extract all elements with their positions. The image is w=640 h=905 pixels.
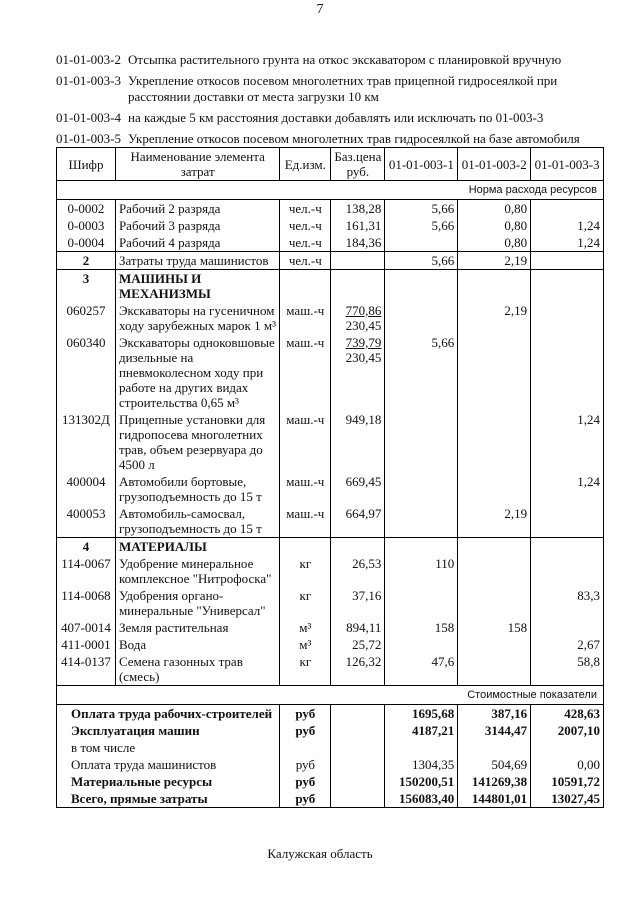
cell-name: Автомобиль-самосвал, грузоподъемность до 15 т [115,505,279,538]
band-label: Норма расхода ресурсов [57,181,604,200]
cell-unit: чел.-ч [280,234,331,252]
total-col-1: 150200,51 [385,773,458,790]
cell-name: Земля растительная [115,619,279,636]
total-row [57,705,604,723]
total-unit [280,739,331,756]
price-value: 37,16 [352,588,382,603]
cell-code: 060257 [57,302,116,334]
cell-col-2: 2,19 [458,252,531,270]
cell-col-1: 5,66 [385,217,458,234]
cell-col-2 [458,555,531,587]
materials-section-row [57,538,604,556]
empty-cell [531,270,604,303]
worker-row [57,234,604,252]
total-col-3: 10591,72 [531,773,604,790]
band-norms [57,181,604,200]
cell-col-3 [531,200,604,218]
price-value: 230,45 [345,318,382,333]
total-col-2: 387,16 [458,705,531,723]
price-value: 161,31 [345,218,382,233]
work-item-text: Укрепление откосов посевом многолетних трав прицепной гидросеялкой при расстоянии доставки от места загрузки 10 км [128,73,558,104]
total-col-3: 13027,45 [531,790,604,808]
work-item [56,110,596,126]
resource-table [56,147,604,808]
table-header-row [57,148,604,181]
cell-code: 407-0014 [57,619,116,636]
cell-price [331,200,385,218]
cell-code: 114-0068 [57,587,116,619]
cell-price [331,411,385,473]
work-item-text: Укрепление откосов посевом многолетних трав гидросеялкой на базе автомобиля [128,131,580,146]
total-row [57,739,604,756]
empty-cell [385,270,458,303]
price-alt: 770,86 [345,303,382,318]
cell-col-2 [458,334,531,411]
cell-unit: чел.-ч [280,252,331,270]
total-row [57,773,604,790]
cell-price [331,302,385,334]
cell-unit: маш.-ч [280,473,331,505]
work-item-code: 01-01-003-5 [56,131,121,146]
cell-col-2: 0,80 [458,200,531,218]
cell-code: 0-0003 [57,217,116,234]
cell-name: Автомобили бортовые, грузоподъемность до 15 т [115,473,279,505]
cell-unit: маш.-ч [280,302,331,334]
material-row [57,555,604,587]
machinists-row [57,252,604,270]
cell-price [331,653,385,686]
empty-cell [331,773,385,790]
section-title: МАТЕРИАЛЫ [115,538,279,556]
price-value: 126,32 [345,654,382,669]
cell-price [331,217,385,234]
cell-code: 411-0001 [57,636,116,653]
total-col-1: 4187,21 [385,722,458,739]
cell-col-1: 5,66 [385,252,458,270]
total-col-2: 504,69 [458,756,531,773]
cell-col-2 [458,473,531,505]
cell-name: Затраты труда машинистов [115,252,279,270]
cell-col-3 [531,302,604,334]
cell-col-3 [531,334,604,411]
cell-name: Удобрение минеральное комплексное "Нитрофоска" [115,555,279,587]
total-name: Материальные ресурсы [57,773,280,790]
cell-unit: м³ [280,619,331,636]
cell-code: 060340 [57,334,116,411]
cell-code: 114-0067 [57,555,116,587]
work-items-list [56,52,596,152]
cell-price [331,252,385,270]
section-number: 3 [57,270,116,303]
price-value: 949,18 [345,412,382,427]
empty-cell [331,270,385,303]
work-item-code: 01-01-003-4 [56,110,121,125]
total-name: в том числе [57,739,280,756]
empty-cell [458,538,531,556]
material-row [57,587,604,619]
header-unit: Ед.изм. [280,148,331,181]
total-col-2: 144801,01 [458,790,531,808]
work-item-code: 01-01-003-2 [56,52,121,67]
total-unit: руб [280,722,331,739]
cell-price [331,636,385,653]
cell-col-3: 1,24 [531,234,604,252]
band-costs [57,686,604,705]
price-value: 26,53 [352,556,382,571]
empty-cell [331,756,385,773]
cell-price [331,555,385,587]
cell-col-2 [458,587,531,619]
footer-region: Калужская область [267,846,373,861]
cell-col-2 [458,411,531,473]
header-col-3: 01-01-003-3 [531,148,604,181]
total-row [57,722,604,739]
total-name: Эксплуатация машин [57,722,280,739]
total-col-1: 1304,35 [385,756,458,773]
machine-row [57,334,604,411]
cell-col-1: 158 [385,619,458,636]
total-unit: руб [280,773,331,790]
header-name: Наименование элемента затрат [115,148,279,181]
machine-row [57,302,604,334]
price-alt: 739,79 [345,335,382,350]
cell-col-3 [531,252,604,270]
cell-col-3: 1,24 [531,411,604,473]
page-number: 7 [316,2,324,17]
empty-cell [331,705,385,723]
empty-cell [331,538,385,556]
cell-col-1 [385,302,458,334]
empty-cell [458,270,531,303]
cell-unit: кг [280,653,331,686]
total-col-1: 1695,68 [385,705,458,723]
worker-row [57,200,604,218]
cell-unit: маш.-ч [280,411,331,473]
cell-name: Экскаваторы одноковшовые дизельные на пневмоколесном ходу при работе на других видах строительства 0,65 м³ [115,334,279,411]
total-unit: руб [280,705,331,723]
cell-col-3 [531,555,604,587]
total-row [57,790,604,808]
total-name: Оплата труда рабочих-строителей [57,705,280,723]
cell-code: 400004 [57,473,116,505]
total-col-3: 0,00 [531,756,604,773]
cell-unit: кг [280,555,331,587]
cell-unit: чел.-ч [280,217,331,234]
cell-col-3 [531,505,604,538]
empty-cell [331,722,385,739]
header-col-1: 01-01-003-1 [385,148,458,181]
empty-cell [531,538,604,556]
cell-code: 131302Д [57,411,116,473]
cell-col-1 [385,411,458,473]
worker-row [57,217,604,234]
work-item-code: 01-01-003-3 [56,73,121,88]
total-col-2: 141269,38 [458,773,531,790]
material-row [57,619,604,636]
cell-col-3: 1,24 [531,473,604,505]
cell-code: 414-0137 [57,653,116,686]
price-value: 230,45 [345,350,382,365]
cell-unit: маш.-ч [280,334,331,411]
cell-col-1 [385,587,458,619]
cell-col-2: 158 [458,619,531,636]
material-row [57,653,604,686]
cell-code: 0-0002 [57,200,116,218]
cell-price [331,619,385,636]
total-col-2 [458,739,531,756]
machine-row [57,473,604,505]
section-title: МАШИНЫ И МЕХАНИЗМЫ [115,270,279,303]
work-item [56,73,596,105]
cell-col-1: 5,66 [385,200,458,218]
cell-col-2 [458,636,531,653]
cell-code: 400053 [57,505,116,538]
band-label: Стоимостные показатели [57,686,604,705]
cell-col-1 [385,234,458,252]
total-name: Всего, прямые затраты [57,790,280,808]
total-name: Оплата труда машинистов [57,756,280,773]
cell-col-1 [385,505,458,538]
cell-price [331,334,385,411]
price-value: 669,45 [345,474,382,489]
cell-col-3: 2,67 [531,636,604,653]
work-item-text: на каждые 5 км расстояния доставки добавлять или исключать по 01-003-3 [128,110,544,125]
price-value: 25,72 [352,637,382,652]
work-item-text: Отсыпка растительного грунта на откос экскаватором с планировкой вручную [128,52,562,67]
cell-col-3 [531,619,604,636]
machine-row [57,411,604,473]
total-col-2: 3144,47 [458,722,531,739]
cell-col-3: 1,24 [531,217,604,234]
cell-unit: кг [280,587,331,619]
cell-col-2: 2,19 [458,302,531,334]
cell-col-3: 58,8 [531,653,604,686]
empty-cell [280,270,331,303]
total-col-1 [385,739,458,756]
cell-unit: маш.-ч [280,505,331,538]
cell-code: 2 [57,252,116,270]
cell-price [331,505,385,538]
total-col-3 [531,739,604,756]
header-code: Шифр [57,148,116,181]
cell-col-2: 0,80 [458,234,531,252]
section-number: 4 [57,538,116,556]
total-col-3: 428,63 [531,705,604,723]
price-value: 138,28 [345,201,382,216]
cell-unit: чел.-ч [280,200,331,218]
price-value: 894,11 [346,620,382,635]
empty-cell [331,739,385,756]
work-item [56,131,596,147]
empty-cell [331,790,385,808]
cell-name: Экскаваторы на гусеничном ходу зарубежных марок 1 м³ [115,302,279,334]
cell-code: 0-0004 [57,234,116,252]
cell-col-1: 110 [385,555,458,587]
cell-price [331,587,385,619]
cell-unit: м³ [280,636,331,653]
cell-name: Рабочий 2 разряда [115,200,279,218]
empty-cell [385,538,458,556]
cell-name: Удобрения органо-минеральные "Универсал" [115,587,279,619]
price-value: 184,36 [345,235,382,250]
price-value: 664,97 [345,506,382,521]
cell-col-2: 0,80 [458,217,531,234]
cell-col-1 [385,473,458,505]
work-item [56,52,596,68]
machine-row [57,505,604,538]
cell-name: Прицепные установки для гидропосева многолетних трав, объем резервуара до 4500 л [115,411,279,473]
cell-col-2: 2,19 [458,505,531,538]
total-unit: руб [280,756,331,773]
total-col-3: 2007,10 [531,722,604,739]
cell-name: Рабочий 3 разряда [115,217,279,234]
cell-col-1: 5,66 [385,334,458,411]
cell-col-3: 83,3 [531,587,604,619]
cell-col-1: 47,6 [385,653,458,686]
machines-section-row [57,270,604,303]
material-row [57,636,604,653]
cell-name: Рабочий 4 разряда [115,234,279,252]
header-price: Баз.цена руб. [331,148,385,181]
empty-cell [280,538,331,556]
total-col-1: 156083,40 [385,790,458,808]
cell-col-1 [385,636,458,653]
cell-name: Семена газонных трав (смесь) [115,653,279,686]
cell-col-2 [458,653,531,686]
cell-price [331,473,385,505]
cell-price [331,234,385,252]
total-row [57,756,604,773]
header-col-2: 01-01-003-2 [458,148,531,181]
cell-name: Вода [115,636,279,653]
total-unit: руб [280,790,331,808]
